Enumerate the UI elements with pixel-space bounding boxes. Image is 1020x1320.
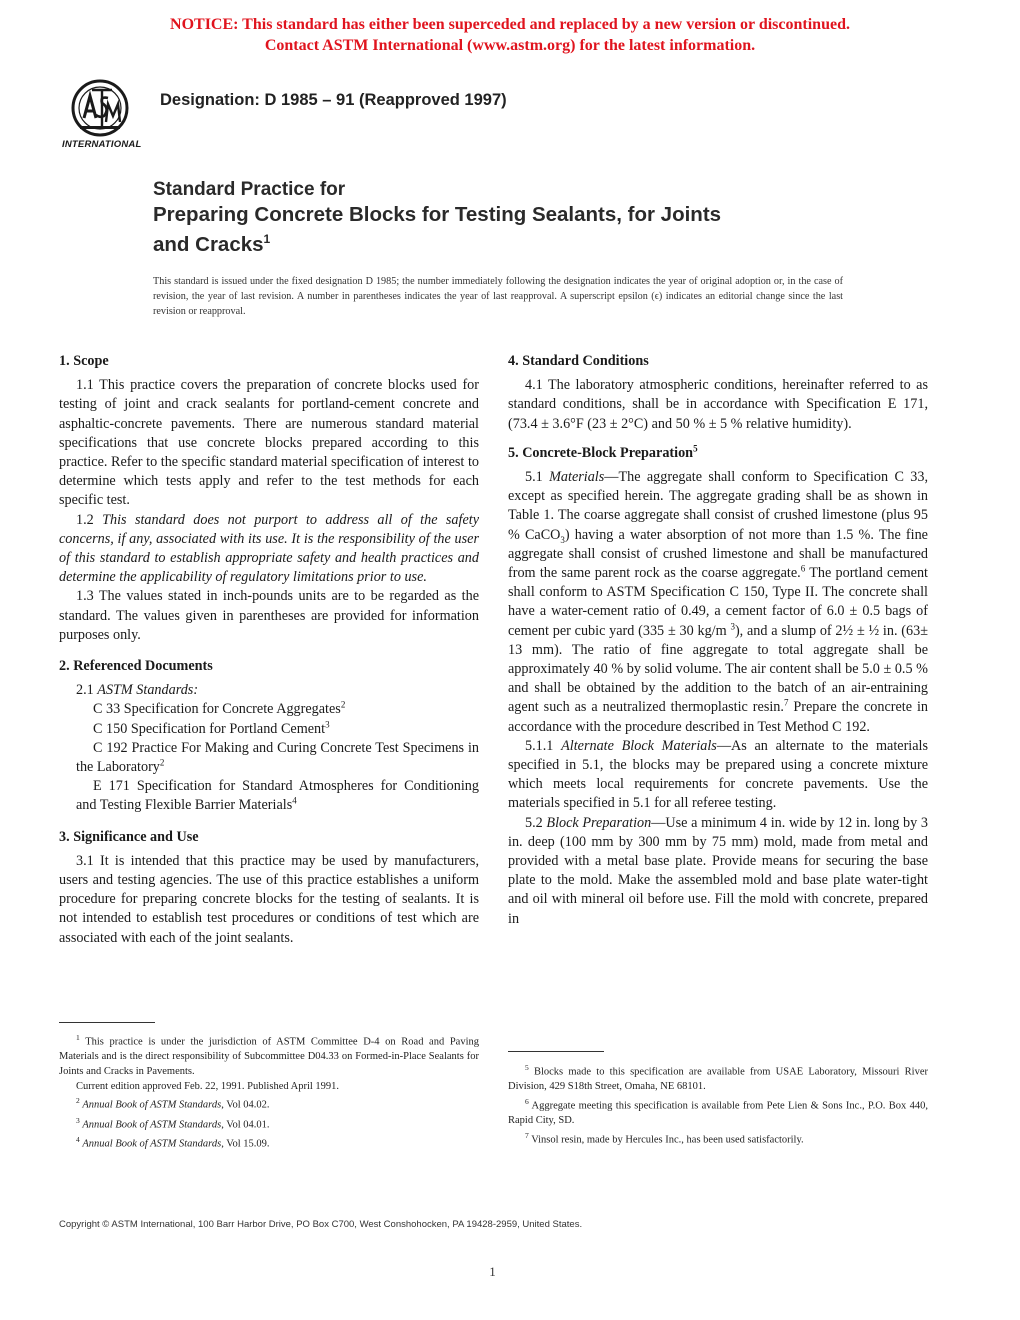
reference-item: C 33 Specification for Concrete Aggregates$^2$ [93, 699, 346, 718]
footnote-1: $^1$ This practice is under the jurisdiction of ASTM Committee D-4 on Road and Paving Materials and is the direct responsibility of Subcommittee D04.33 on Formed-in-Place Sealants for Joints and Cracks in Pavements. [59, 1033, 480, 1077]
footnote-3: $^3$ Annual Book of ASTM Standards, Vol 04.01. [76, 1115, 270, 1131]
paragraph-4-1: 4.1 The laboratory atmospheric conditions, hereinafter referred to as standard conditions, shall be in accordance with Specification E 171, (73.4 ± 3.6°F (23 ± 2°C) and 50 % ± 5 % relative humidity). [508, 377, 928, 432]
notice-line-1: NOTICE: This standard has either been superceded and replaced by a new version or discontinued. [170, 16, 850, 33]
footnote-6: $^6$ Aggregate meeting this specification is available from Pete Lien & Sons Inc., P.O. Box 440, Rapid City, SD. [508, 1096, 929, 1127]
paragraph-1-1: 1.1 This practice covers the preparation of concrete blocks used for testing of joint and crack sealants for portland-cement concrete and asphaltic-concrete pavements. There are numerous standard material specifications that use concrete blocks prepared according to this practice. Refer to the specific standard material specification of interest to determine which tests apply and refer to the test methods for each specific test. [59, 377, 479, 509]
notice-banner [0, 14, 1020, 56]
section-heading-preparation: 5. Concrete-Block Preparation$^5$ [508, 443, 698, 461]
reference-item: C 192 Practice For Making and Curing Concrete Test Specimens in the Laboratory$^2$ [76, 739, 479, 776]
astm-logo-icon [62, 78, 146, 156]
section-heading-significance: 3. Significance and Use [59, 828, 199, 845]
title-line-2: Preparing Concrete Blocks for Testing Sealants, for Joints [153, 203, 722, 226]
paragraph-2-1-number: 2.1 [76, 682, 94, 699]
section-heading-conditions: 4. Standard Conditions [508, 353, 649, 369]
footnote-4: $^4$ Annual Book of ASTM Standards, Vol 15.09. [76, 1134, 270, 1150]
right-column [508, 352, 928, 929]
paragraph-1-3: 1.3 The values stated in inch-pounds units are to be regarded as the standard. The values given in parentheses are provided for information purposes only. [59, 588, 479, 643]
footnotes-right [508, 1061, 928, 1148]
footnote-7: $^7$ Vinsol resin, made by Hercules Inc., has been used satisfactorily. [525, 1130, 804, 1146]
page-number: 1 [489, 1264, 496, 1279]
section-heading-referenced: 2. Referenced Documents [59, 658, 213, 675]
title-footnote-mark: 1 [263, 232, 271, 246]
paragraph-3-1: 3.1 It is intended that this practice may be used by manufacturers, users and testing agencies. The use of this practice establishes a uniform procedure for preparing concrete blocks for the testing of sealants. It is not intended to establish test procedures or conditions of test which are associated with each of the joint sealants. [59, 852, 479, 946]
notice-line-2: Contact ASTM International (www.astm.org) for the latest information. [264, 37, 756, 54]
paragraph-2-1 [59, 681, 479, 700]
heading-footnote-mark: 5 [693, 443, 698, 454]
logo-wordmark: INTERNATIONAL [62, 139, 142, 150]
paragraph-1-2 [59, 511, 479, 588]
paragraph-1-2-text: This standard does not purport to address all of the safety concerns, if any, associated with its use. It is the responsibility of the user of this standard to establish appropriate safety and health practices and determine the applicability of regulatory limitations prior to use. [59, 511, 479, 586]
section-heading-scope: 1. Scope [59, 353, 109, 369]
footnote-5: $^5$ Blocks made to this specification are available from USAE Laboratory, Missouri River Division, 429 S18th Street, Omaha, NE 68101. [508, 1063, 928, 1093]
paragraph-5-1-1: 5.1.1 Alternate Block Materials—As an alternate to the materials specified in 5.1, the blocks may be prepared using a concrete mixture which meets local requirements for concrete pavements. Use the materials specified in 5.1 for all referee testing. [508, 737, 929, 812]
footnote-1-edition: Current edition approved Feb. 22, 1991. Published April 1991. [76, 1080, 340, 1092]
document-title [153, 178, 873, 257]
paragraph-1-2-number: 1.2 [76, 511, 94, 528]
paragraph-5-1: 5.1 Materials—The aggregate shall conform to Specification C 33, except as specified herein. The aggregate grading shall be as shown in Table 1. The coarse aggregate shall consist of crushed limestone (plus 95 % CaCO$_3$) having a water absorption of not more than 1.5 %. The fine aggregate shall consist of crushed limestone and shall be manufactured from the same parent rock as the coarse aggregate.$^6$ The portland cement shall conform to ASTM Specification C 150, Type II. The concrete shall have a water-cement ratio of 0.49, a cement factor of 6.0 ± 0.5 bags of cement per cubic yard (335 ± 30 kg/m $^3$), and a slump of 2½ ± ½ in. (63± 13 mm). The ratio of fine aggregate to total aggregate shall be approximately 40 % by solid volume. The air content shall be 5.0 ± 0.5 % and shall be obtained by the addition to the batch of an air-entraining agent such as a neutralized thermoplastic resin.$^7$ Prepare the concrete in accordance with the procedure described in Test Method C 192. [508, 469, 929, 735]
footnote-rule-left [59, 1022, 155, 1023]
paragraph-5-2: 5.2 Block Preparation—Use a minimum 4 in. wide by 12 in. long by 3 in. deep (100 mm by 300 mm by 75 mm) mold, made from metal and provided with a metal base plate. Provide means for securing the base plate to the mold. Make the assembled mold and base plate water-tight and oil with mineral oil before use. Fill the mold with concrete, prepared in [508, 814, 928, 927]
issue-note: This standard is issued under the fixed designation D 1985; the number immediately following the designation indicates the year of original adoption or, in the case of revision, the year of last revision. A number in parentheses indicates the year of last reapproval. A superscript epsilon (ϵ) indicates an editorial change since the last revision or reapproval. [153, 276, 843, 317]
title-line-3: and Cracks [153, 232, 264, 256]
title-line-1: Standard Practice for [153, 179, 346, 200]
footnotes-left [59, 1031, 479, 1152]
reference-item: E 171 Specification for Standard Atmospheres for Conditioning and Testing Flexible Barrier Materials$^4$ [76, 778, 479, 814]
designation: Designation: D 1985 – 91 (Reapproved 1997) [160, 91, 507, 109]
footnote-rule-right [508, 1051, 604, 1052]
left-column [59, 352, 479, 948]
copyright-line: Copyright © ASTM International, 100 Barr Harbor Drive, PO Box C700, West Conshohocken, PA 19428-2959, United States. [59, 1219, 583, 1230]
reference-item: C 150 Specification for Portland Cement$^3$ [93, 718, 330, 737]
footnote-2: $^2$ Annual Book of ASTM Standards, Vol 04.02. [76, 1096, 270, 1111]
astm-standards-label: ASTM Standards: [97, 682, 199, 699]
